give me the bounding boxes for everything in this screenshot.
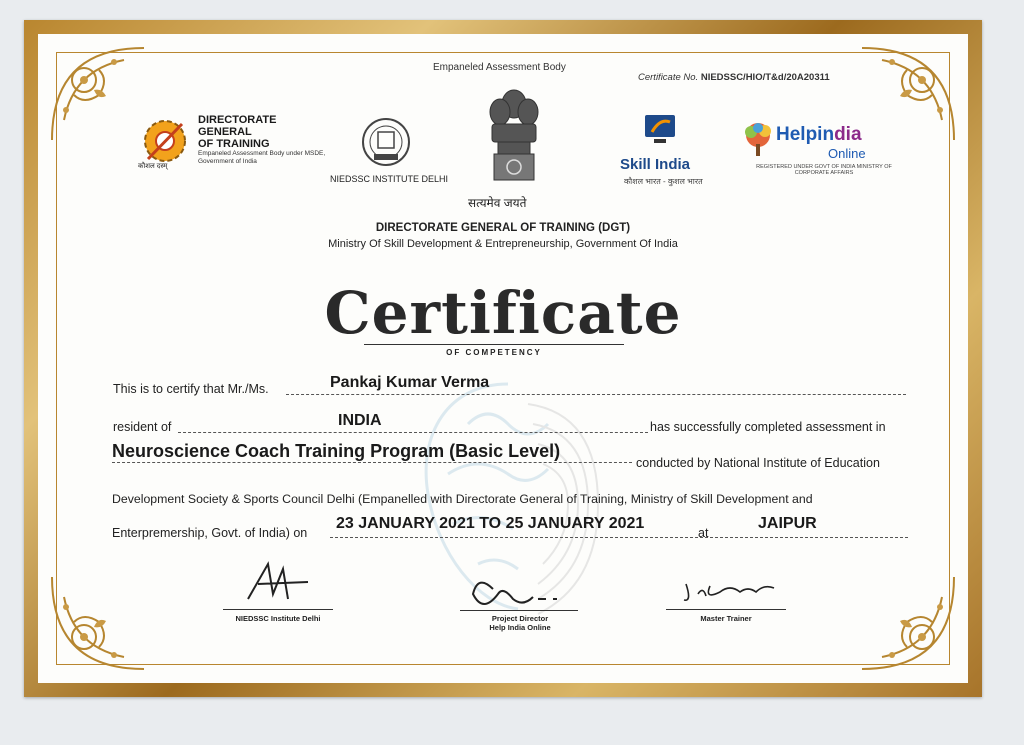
signature-1-line xyxy=(223,609,333,610)
helpindia-title-main: Helpin xyxy=(776,124,835,145)
signature-2-caption xyxy=(450,614,590,632)
signature-3-icon xyxy=(678,574,788,604)
signature-3-line xyxy=(666,609,786,610)
certificate-title: Certificate xyxy=(324,279,682,347)
dgt-motto: कौशल दस्म् xyxy=(138,163,168,170)
dgt-title-line: DIRECTORATE xyxy=(198,114,277,126)
certify-prefix: This is to certify that Mr./Ms. xyxy=(113,382,269,396)
skill-india-logo-icon xyxy=(642,112,678,148)
signature-caption-line: Master Trainer xyxy=(700,614,752,623)
signature-2-icon xyxy=(468,569,578,609)
name-fill-line xyxy=(286,394,906,395)
assessment-place: JAIPUR xyxy=(758,515,817,532)
dgt-subtitle: Empaneled Assessment Body under MSDE, Government of India xyxy=(198,150,326,165)
skill-india-title: Skill India xyxy=(620,156,691,173)
certificate-no-label: Certificate No. xyxy=(638,72,699,83)
helpindia-tree-icon xyxy=(742,122,774,158)
dgt-gear-logo-icon xyxy=(138,114,193,169)
certificate-frame xyxy=(24,20,982,697)
program-name: Neuroscience Coach Training Program (Basic Level) xyxy=(112,441,561,461)
certificate-subtitle: OF COMPETENCY xyxy=(446,348,542,357)
empaneled-note: Empaneled Assessment Body xyxy=(433,62,566,73)
title-underline xyxy=(364,344,624,345)
corner-ornament-icon xyxy=(852,567,962,677)
signature-3-caption xyxy=(656,614,796,623)
program-fill-line xyxy=(112,462,632,463)
certificate-paper xyxy=(38,34,968,683)
signature-caption-line: NIEDSSC Institute Delhi xyxy=(235,614,321,623)
dgt-heading: DIRECTORATE GENERAL OF TRAINING (DGT) xyxy=(375,222,631,234)
date-fill-line xyxy=(330,537,908,538)
skill-india-subtitle: कौशल भारत - कुशल भारत xyxy=(624,177,703,186)
signature-1-icon xyxy=(238,554,318,609)
signature-2-line xyxy=(460,610,578,611)
recipient-country: INDIA xyxy=(338,412,382,429)
at-text: at xyxy=(698,526,709,540)
recipient-name: Pankaj Kumar Verma xyxy=(330,374,490,391)
dgt-title xyxy=(198,114,276,150)
helpindia-title-accent: dia xyxy=(834,124,862,145)
completed-text: has successfully completed assessment in xyxy=(650,420,886,434)
emblem-motto: सत्यमेव जयते xyxy=(468,196,527,210)
signature-1-caption xyxy=(208,614,348,623)
national-emblem-icon xyxy=(482,82,546,192)
helpindia-registration: REGISTERED UNDER GOVT OF INDIA MINISTRY OF CORPORATE AFFAIRS xyxy=(756,164,892,176)
niedssc-seal-icon xyxy=(360,116,412,168)
helpindia-title xyxy=(776,124,862,146)
corner-ornament-icon xyxy=(44,567,154,677)
resident-prefix: resident of xyxy=(113,420,172,434)
dgt-title-line: OF TRAINING xyxy=(198,138,270,150)
corner-ornament-icon xyxy=(852,40,962,150)
conducted-text: conducted by National Institute of Education xyxy=(636,456,880,470)
ministry-line: Ministry Of Skill Development & Entrepreneurship, Government Of India xyxy=(328,238,678,250)
certificate-number xyxy=(638,72,830,83)
assessment-dates: 23 JANUARY 2021 TO 25 JANUARY 2021 xyxy=(336,515,645,532)
country-fill-line xyxy=(178,432,648,433)
signature-caption-line: Help India Online xyxy=(489,623,551,632)
conducted-details: Development Society & Sports Council Delhi (Empanelled with Directorate General of Training, Ministry of Skill Development and xyxy=(112,492,813,506)
dgt-title-line: GENERAL xyxy=(198,126,252,138)
signature-caption-line: Project Director xyxy=(491,614,549,623)
niedssc-caption: NIEDSSC INSTITUTE DELHI xyxy=(330,174,449,184)
certificate-no-value: NIEDSSC/HIO/T&d/20A20311 xyxy=(700,72,830,83)
date-prefix: Enterpremership, Govt. of India) on xyxy=(112,526,308,540)
helpindia-online: Online xyxy=(828,146,866,161)
